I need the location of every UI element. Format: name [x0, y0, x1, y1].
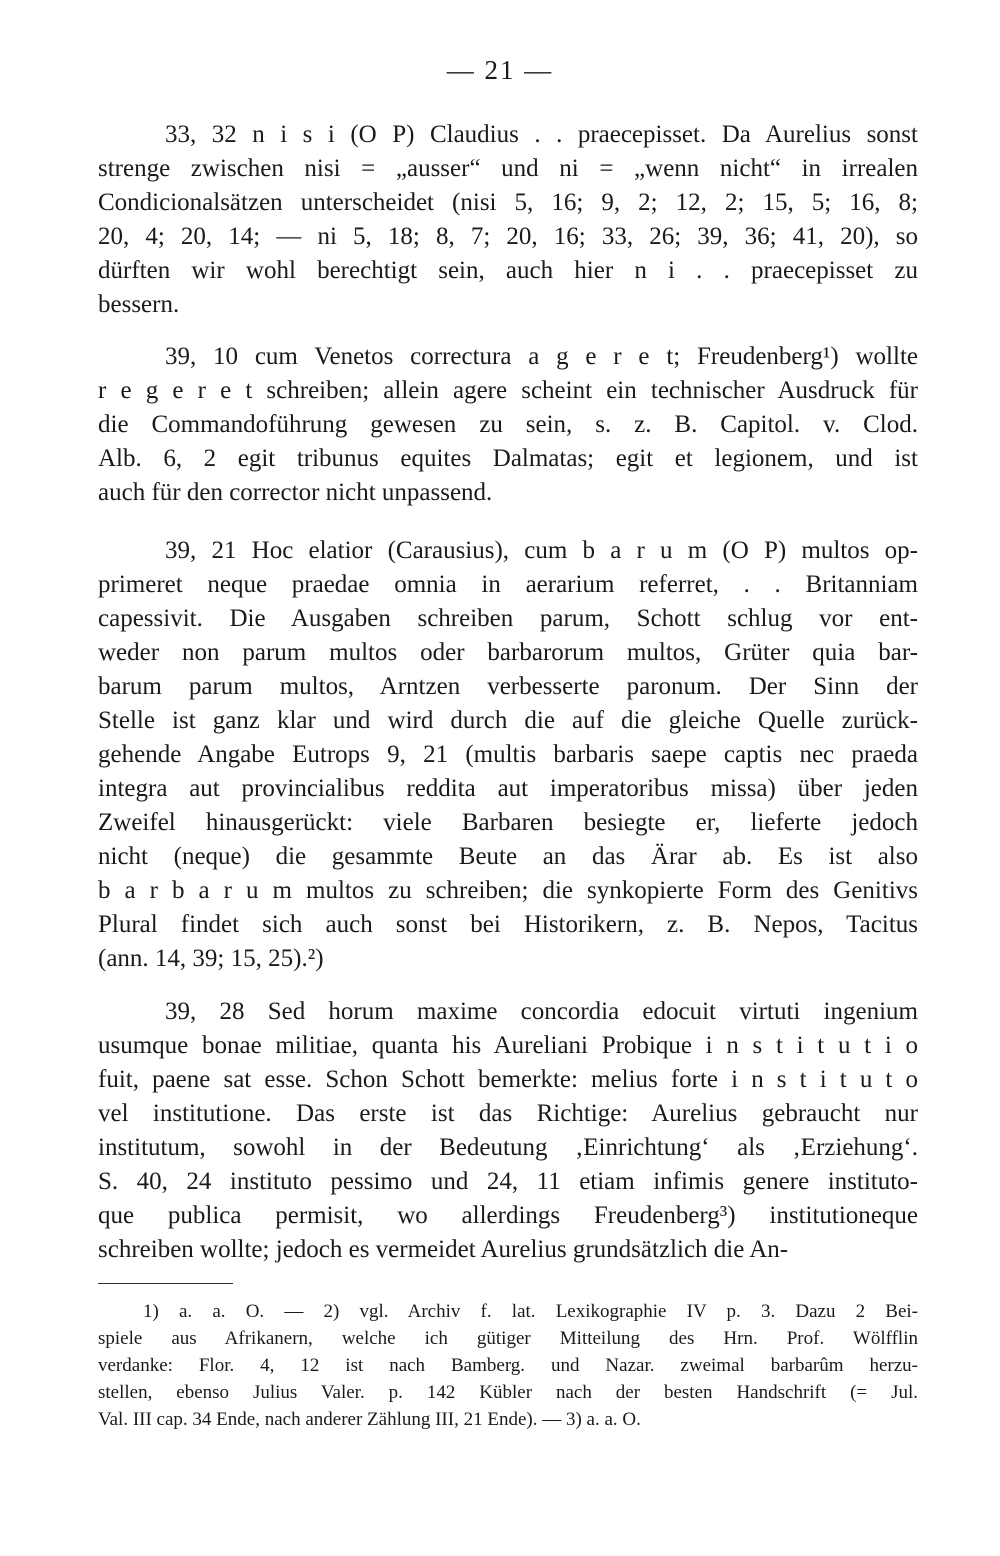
paragraph-2-line: die Commandoführung gewesen zu sein, s. z. B. Capitol. v. Clod.	[98, 411, 918, 438]
paragraph-3-line: gehende Angabe Eutrops 9, 21 (multis barbaris saepe captis nec praeda	[98, 741, 918, 768]
footnote-line: 1) a. a. O. — 2) vgl. Archiv f. lat. Lexikographie IV p. 3. Dazu 2 Bei-	[143, 1301, 918, 1322]
page-number: — 21 —	[446, 55, 554, 85]
footnote-separator	[98, 1283, 233, 1284]
paragraph-3-line: barum parum multos, Arntzen verbesserte paronum. Der Sinn der	[98, 673, 918, 700]
footnote-line: verdanke: Flor. 4, 12 ist nach Bamberg. und Nazar. zweimal barbarûm herzu-	[98, 1355, 918, 1376]
paragraph-4-line: vel institutione. Das erste ist das Richtige: Aurelius gebraucht nur	[98, 1100, 918, 1127]
paragraph-3-line: (ann. 14, 39; 15, 25).²)	[98, 945, 324, 972]
paragraph-2-line: 39, 10 cum Venetos correctura a g e r e t; Freudenberg¹) wollte	[165, 343, 918, 370]
paragraph-2-line: r e g e r e t schreiben; allein agere scheint ein technischer Ausdruck für	[98, 377, 918, 404]
paragraph-3-line: weder non parum multos oder barbarorum multos, Grüter quia bar-	[98, 639, 918, 666]
paragraph-3-line: capessivit. Die Ausgaben schreiben parum, Schott schlug vor ent-	[98, 605, 918, 632]
paragraph-3-line: Stelle ist ganz klar und wird durch die auf die gleiche Quelle zurück-	[98, 707, 918, 734]
paragraph-1-line: 20, 4; 20, 14; — ni 5, 18; 8, 7; 20, 16; 33, 26; 39, 36; 41, 20), so	[98, 223, 918, 250]
paragraph-4-line: fuit, paene sat esse. Schon Schott bemerkte: melius forte i n s t i t u t o	[98, 1066, 918, 1093]
paragraph-1-line: dürften wir wohl berechtigt sein, auch hier n i . . praecepisset zu	[98, 257, 918, 284]
paragraph-4-line: institutum, sowohl in der Bedeutung ‚Einrichtung‘ als ‚Erziehung‘.	[98, 1134, 918, 1161]
paragraph-2-line: Alb. 6, 2 egit tribunus equites Dalmatas; egit et legionem, und ist	[98, 445, 918, 472]
paragraph-3-line: primeret neque praedae omnia in aerarium referret, . . Britanniam	[98, 571, 918, 598]
paragraph-3-line: Plural findet sich auch sonst bei Historikern, z. B. Nepos, Tacitus	[98, 911, 918, 938]
paragraph-1-line: Condicionalsätzen unterscheidet (nisi 5, 16; 9, 2; 12, 2; 15, 5; 16, 8;	[98, 189, 918, 216]
paragraph-4-line: 39, 28 Sed horum maxime concordia edocuit virtuti ingenium	[165, 998, 918, 1025]
paragraph-1-line: 33, 32 n i s i (O P) Claudius . . praecepisset. Da Aurelius sonst	[165, 121, 918, 148]
paragraph-3-line: Zweifel hinausgerückt: viele Barbaren besiegte er, lieferte jedoch	[98, 809, 918, 836]
paragraph-1-line: strenge zwischen nisi = „ausser“ und ni = „wenn nicht“ in irrealen	[98, 155, 918, 182]
paragraph-4-line: S. 40, 24 instituto pessimo und 24, 11 etiam infimis genere instituto-	[98, 1168, 918, 1195]
paragraph-4-line: usumque bonae militiae, quanta his Aureliani Probique i n s t i t u t i o	[98, 1032, 918, 1059]
paragraph-1-line: bessern.	[98, 291, 180, 318]
paragraph-4-line: que publica permisit, wo allerdings Freudenberg³) institutioneque	[98, 1202, 918, 1229]
footnote-line: stellen, ebenso Julius Valer. p. 142 Kübler nach der besten Handschrift (= Jul.	[98, 1382, 918, 1403]
paragraph-3-line: b a r b a r u m multos zu schreiben; die synkopierte Form des Genitivs	[98, 877, 918, 904]
paragraph-3-line: nicht (neque) die gesammte Beute an das Ärar ab. Es ist also	[98, 843, 918, 870]
footnote-line: spiele aus Afrikanern, welche ich gütiger Mitteilung des Hrn. Prof. Wölfflin	[98, 1328, 918, 1349]
paragraph-2-line: auch für den corrector nicht unpassend.	[98, 479, 493, 506]
footnote-line: Val. III cap. 34 Ende, nach anderer Zählung III, 21 Ende). — 3) a. a. O.	[98, 1409, 641, 1430]
paragraph-3-line: integra aut provincialibus reddita aut imperatoribus missa) über jeden	[98, 775, 918, 802]
paragraph-3-line: 39, 21 Hoc elatior (Carausius), cum b a r u m (O P) multos op-	[165, 537, 918, 564]
paragraph-4-line: schreiben wollte; jedoch es vermeidet Aurelius grundsätzlich die An-	[98, 1236, 789, 1263]
